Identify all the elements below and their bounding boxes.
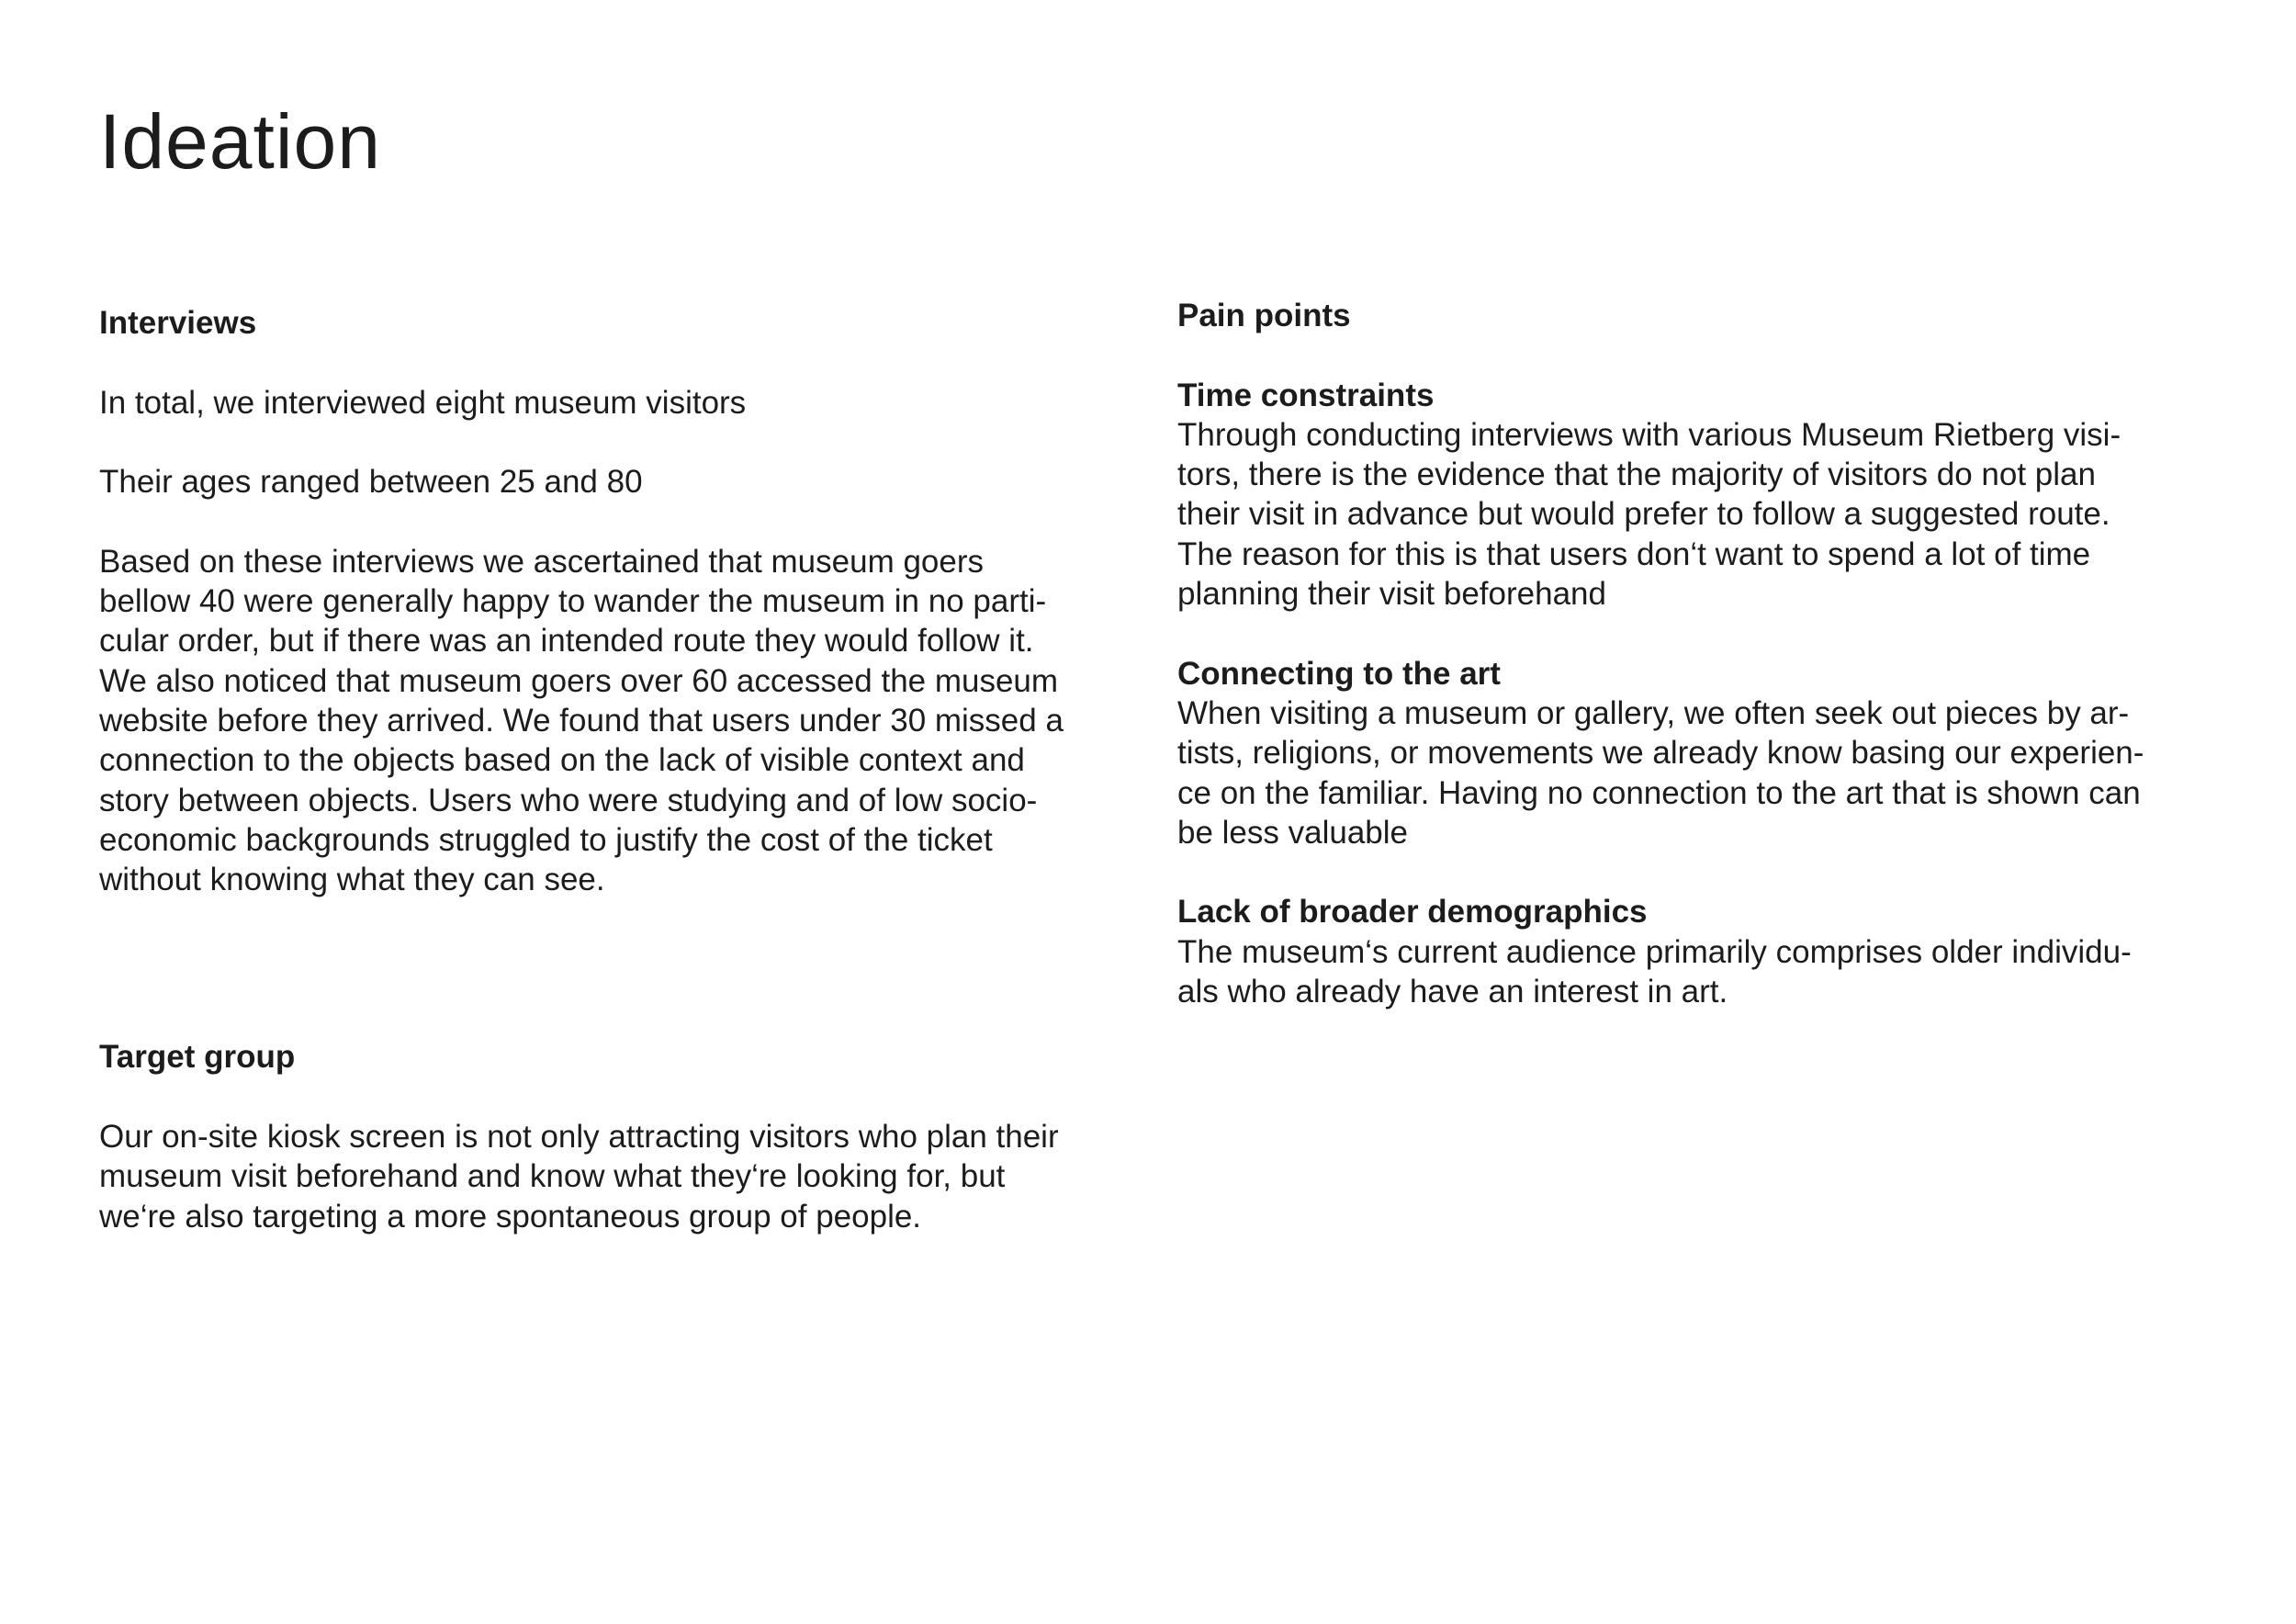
interviews-paragraph-2: Their ages ranged between 25 and 80 (99, 464, 643, 501)
text-line: tors, there is the evidence that the majority of visitors do not plan (1177, 457, 2096, 493)
pain-point-time-constraints (1177, 376, 2224, 615)
text-line: Our on-site kiosk screen is not only attracting visitors who plan their (99, 1119, 1059, 1156)
text-line: When visiting a museum or gallery, we often seek out pieces by ar- (1177, 694, 2130, 731)
pain-point-title: Connecting to the art (1177, 655, 1501, 692)
target-group-paragraph (99, 1117, 1146, 1236)
text-line: tists, religions, or movements we already know basing our experien- (1177, 735, 2144, 772)
pain-point-title: Lack of broader demographics (1177, 894, 1648, 930)
page-title: Ideation (99, 98, 381, 185)
text-line: we‘re also targeting a more spontaneous group of people. (99, 1198, 922, 1235)
text-line: economic backgrounds struggled to justify the cost of the ticket (99, 821, 993, 858)
text-line: We also noticed that museum goers over 60 accessed the museum (99, 662, 1059, 699)
text-line: cular order, but if there was an intended route they would follow it. (99, 623, 1034, 660)
interviews-paragraph-3 (99, 542, 1146, 900)
text-line: Based on these interviews we ascertained that museum goers (99, 543, 985, 580)
pain-point-title: Time constraints (1177, 377, 1435, 413)
text-line: museum visit beforehand and know what they‘re looking for, but (99, 1158, 1006, 1195)
target-group-section (99, 1037, 1146, 1235)
text-line: connection to the objects based on the lack of visible context and (99, 742, 1025, 779)
text-line: their visit in advance but would prefer to follow a suggested route. (1177, 496, 2110, 533)
text-line: planning their visit beforehand (1177, 576, 1606, 613)
left-column (99, 303, 1146, 1236)
interviews-section (99, 303, 1146, 899)
interviews-heading: Interviews (99, 305, 257, 341)
text-line: bellow 40 were generally happy to wander the museum in no parti- (99, 583, 1047, 620)
text-line: The museum‘s current audience primarily comprises older individu- (1177, 933, 2132, 970)
text-line: als who already have an interest in art. (1177, 974, 1728, 1010)
text-line: website before they arrived. We found that users under 30 missed a (99, 702, 1064, 739)
target-group-heading: Target group (99, 1039, 296, 1076)
text-line: The reason for this is that users don‘t want to spend a lot of time (1177, 536, 2091, 572)
text-line: without knowing what they can see. (99, 862, 605, 898)
text-line: story between objects. Users who were studying and of low socio- (99, 782, 1038, 818)
pain-points-heading: Pain points (1177, 298, 1351, 333)
text-line: be less valuable (1177, 814, 1408, 851)
pain-point-connecting-to-the-art (1177, 654, 2224, 852)
interviews-paragraph-1: In total, we interviewed eight museum visitors (99, 384, 747, 421)
text-line: ce on the familiar. Having no connection to the art that is shown can (1177, 774, 2141, 811)
pain-point-lack-of-broader-demographics (1177, 892, 2224, 1011)
text-line: Through conducting interviews with various Museum Rietberg visi- (1177, 416, 2122, 453)
right-column (1177, 296, 2224, 1011)
